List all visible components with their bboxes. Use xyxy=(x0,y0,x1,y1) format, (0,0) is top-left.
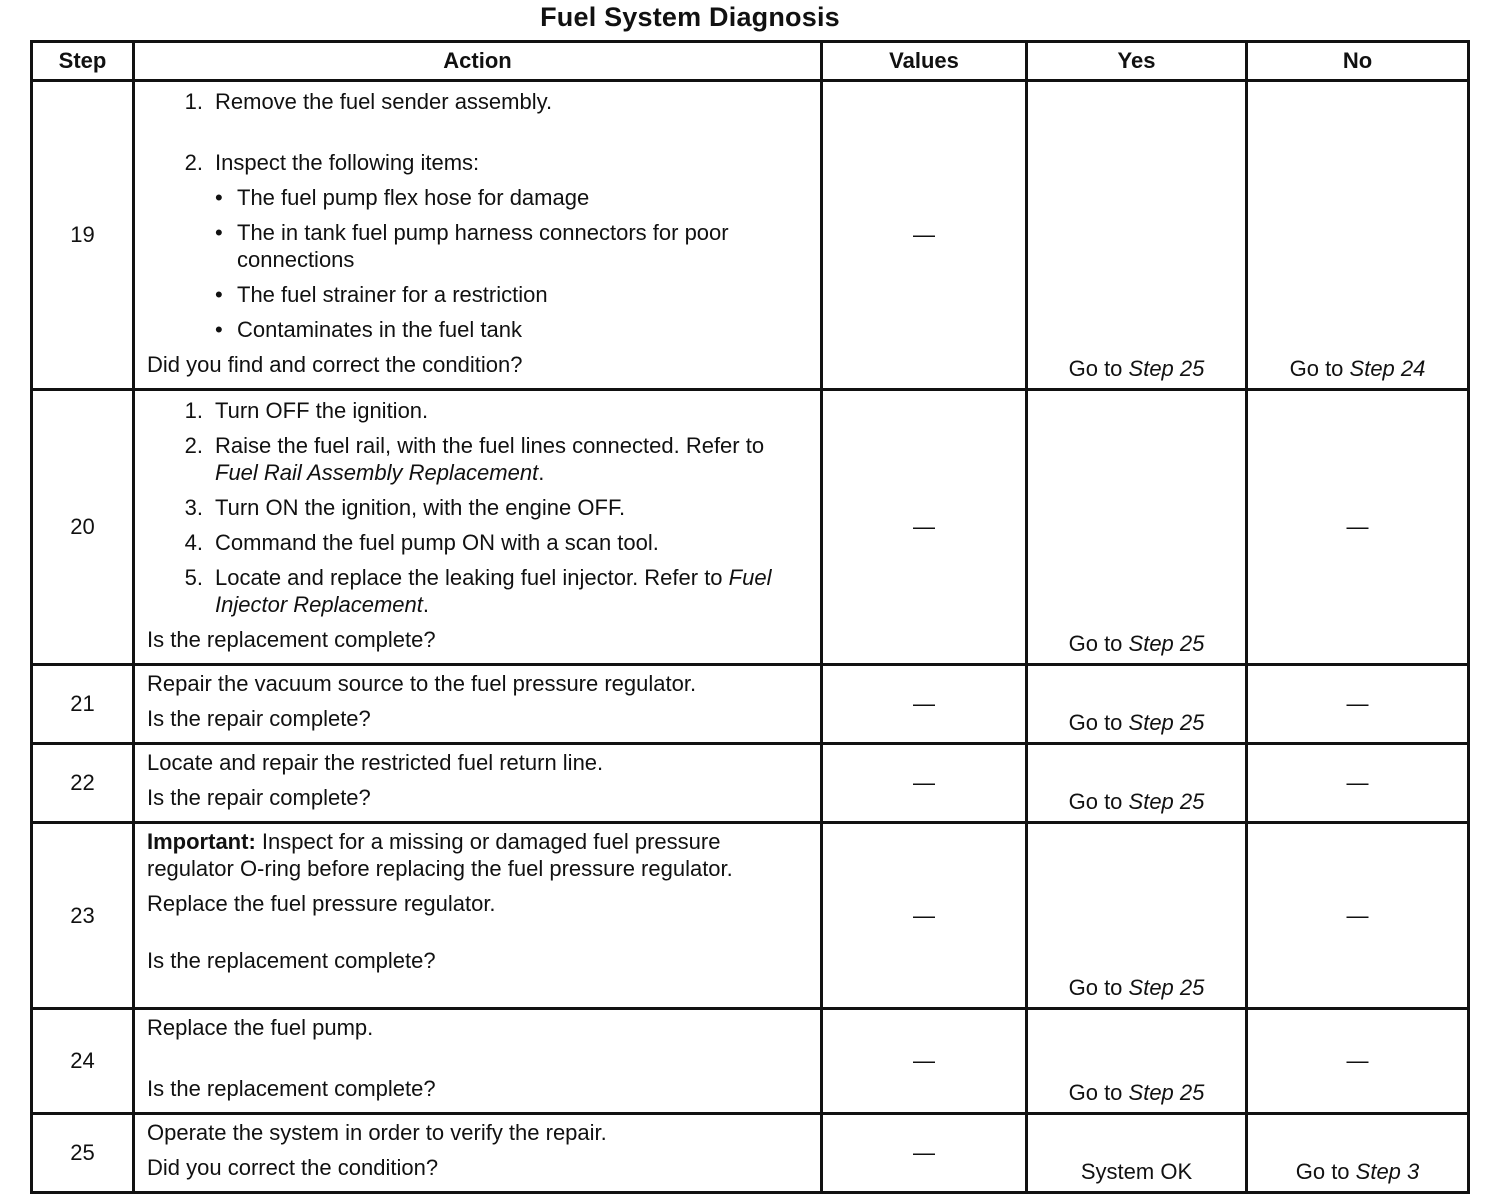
no-cell: Go to Step 24 xyxy=(1247,81,1469,390)
table-row-step-21 xyxy=(32,665,1469,744)
action-cell: Important: Inspect for a missing or damaged fuel pressure regulator O-ring before replacing the fuel pressure regulator. Replace the fuel pressure regulator. Is the replacement complete? xyxy=(134,823,822,1009)
important-note: Important: Inspect for a missing or damaged fuel pressure regulator O-ring before replacing the fuel pressure regulator. xyxy=(147,829,733,881)
no-cell: — xyxy=(1247,744,1469,823)
question: Is the repair complete? xyxy=(147,785,371,810)
question: Is the replacement complete? xyxy=(147,627,436,652)
step-number: 20 xyxy=(32,390,134,665)
question: Is the replacement complete? xyxy=(147,948,436,973)
yes-cell: Go to Step 25 xyxy=(1027,823,1247,1009)
action-cell: Locate and repair the restricted fuel return line. Is the repair complete? xyxy=(134,744,822,823)
table-row-step-20 xyxy=(32,390,1469,665)
yes-cell: Go to Step 25 xyxy=(1027,1009,1247,1114)
action-cell xyxy=(134,390,822,665)
no-cell: Go to Step 3 xyxy=(1247,1114,1469,1193)
header-no: No xyxy=(1247,42,1469,81)
list-item: 1. Remove the fuel sender assembly. xyxy=(184,89,553,114)
values-cell: — xyxy=(822,744,1027,823)
list-item: 2. Raise the fuel rail, with the fuel lines connected. Refer to Fuel Rail Assembly Replacement. xyxy=(184,433,765,485)
yes-cell: Go to Step 25 xyxy=(1027,390,1247,665)
values-cell: — xyxy=(822,823,1027,1009)
list-item: 5. Locate and replace the leaking fuel injector. Refer to Fuel Injector Replacement. xyxy=(184,565,772,617)
bullet-item: • Contaminates in the fuel tank xyxy=(215,317,522,342)
step-number: 21 xyxy=(32,665,134,744)
question: Did you find and correct the condition? xyxy=(147,352,523,377)
no-cell: — xyxy=(1247,1009,1469,1114)
yes-cell: Go to Step 25 xyxy=(1027,81,1247,390)
action-cell: Replace the fuel pump. Is the replacement complete? xyxy=(134,1009,822,1114)
table-row-step-24 xyxy=(32,1009,1469,1114)
header-values: Values xyxy=(822,42,1027,81)
step-number: 22 xyxy=(32,744,134,823)
action-cell xyxy=(134,81,822,390)
no-cell: — xyxy=(1247,665,1469,744)
step-number: 25 xyxy=(32,1114,134,1193)
diagnosis-table xyxy=(30,40,1470,1194)
table-row-step-23 xyxy=(32,823,1469,1009)
values-cell: — xyxy=(822,1114,1027,1193)
table-row-step-22 xyxy=(32,744,1469,823)
action-cell: Operate the system in order to verify the repair. Did you correct the condition? xyxy=(134,1114,822,1193)
values-cell: — xyxy=(822,1009,1027,1114)
values-cell: — xyxy=(822,665,1027,744)
action-cell: Repair the vacuum source to the fuel pressure regulator. Is the repair complete? xyxy=(134,665,822,744)
question: Did you correct the condition? xyxy=(147,1155,439,1180)
header-action: Action xyxy=(134,42,822,81)
values-cell: — xyxy=(822,81,1027,390)
no-cell: — xyxy=(1247,390,1469,665)
list-item: 1. Turn OFF the ignition. xyxy=(184,398,429,423)
question: Is the replacement complete? xyxy=(147,1076,436,1101)
page-title: Fuel System Diagnosis xyxy=(540,2,840,32)
yes-cell: System OK xyxy=(1027,1114,1247,1193)
table-row-step-25 xyxy=(32,1114,1469,1193)
no-cell: — xyxy=(1247,823,1469,1009)
header-step: Step xyxy=(32,42,134,81)
bullet-item: • The fuel strainer for a restriction xyxy=(215,282,548,307)
table-header-row xyxy=(32,42,1469,81)
list-item: 2. Inspect the following items: xyxy=(184,150,480,175)
yes-cell: Go to Step 25 xyxy=(1027,665,1247,744)
header-yes: Yes xyxy=(1027,42,1247,81)
step-number: 19 xyxy=(32,81,134,390)
step-number: 24 xyxy=(32,1009,134,1114)
table-row-step-19 xyxy=(32,81,1469,390)
step-number: 23 xyxy=(32,823,134,1009)
list-item: 4. Command the fuel pump ON with a scan tool. xyxy=(184,530,659,555)
yes-cell: Go to Step 25 xyxy=(1027,744,1247,823)
values-cell: — xyxy=(822,390,1027,665)
bullet-item: • The fuel pump flex hose for damage xyxy=(215,185,590,210)
bullet-item: • The in tank fuel pump harness connectors for poor connections xyxy=(215,220,729,272)
list-item: 3. Turn ON the ignition, with the engine OFF. xyxy=(184,495,626,520)
question: Is the repair complete? xyxy=(147,706,371,731)
